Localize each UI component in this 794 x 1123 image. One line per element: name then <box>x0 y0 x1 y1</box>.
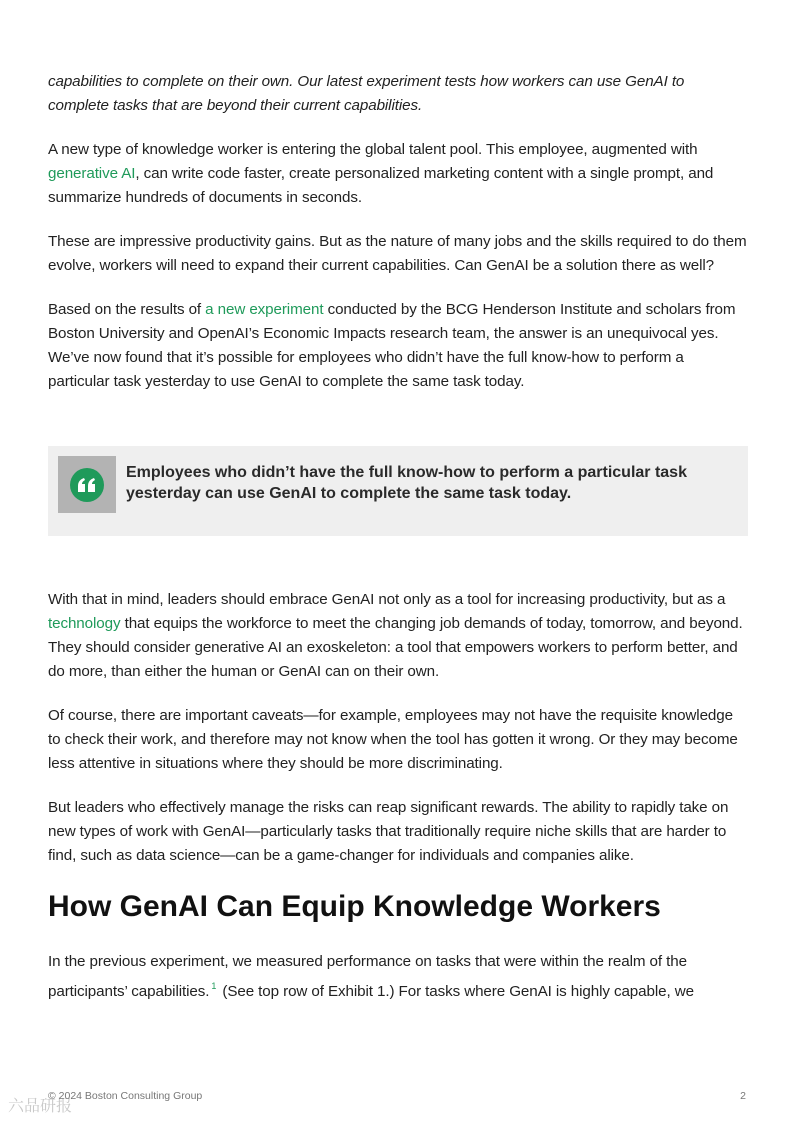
paragraph-previous-experiment <box>48 950 748 1004</box>
quote-icon-box <box>58 456 116 513</box>
page-footer <box>48 1090 746 1102</box>
text-segment: that equips the workforce to meet the changing job demands of today, tomorrow, and beyond. They should consider generative AI an exoskeleton: a tool that empowers workers to perform better, and do more, than either the human or GenAI can on their own. <box>48 615 743 680</box>
pull-quote-callout <box>48 446 748 536</box>
new-experiment-link[interactable]: a new experiment <box>205 301 324 318</box>
intro-paragraph: capabilities to complete on their own. Our latest experiment tests how workers can use GenAI to complete tasks that are beyond their current capabilities. <box>48 73 685 114</box>
text-segment: With that in mind, leaders should embrace GenAI not only as a tool for increasing productivity, but as a <box>48 591 726 608</box>
paragraph-caveats: Of course, there are important caveats—for example, employees may not have the requisite knowledge to check their work, and therefore may not know when the tool has gotten it wrong. Or they may become less attentive in situations where they should be more discriminating. <box>48 707 738 772</box>
paragraph-rewards: But leaders who effectively manage the risks can reap significant rewards. The ability to rapidly take on new types of work with GenAI—particularly tasks that traditionally require niche skills that are harder to find, such as data science—can be a game-changer for individuals and companies alike. <box>48 799 729 864</box>
paragraph-experiment <box>48 298 748 394</box>
footnote-marker[interactable]: 1 <box>211 981 217 991</box>
text-segment: (See top row of Exhibit 1.) For tasks where GenAI is highly capable, we <box>218 983 694 1000</box>
page-content <box>48 70 748 1024</box>
paragraph-exoskeleton <box>48 588 748 684</box>
text-segment: A new type of knowledge worker is entering the global talent pool. This employee, augmented with <box>48 141 698 158</box>
text-segment: conducted by the BCG Henderson Institute and scholars from Boston University and OpenAI’s Economic Impacts research team, the answer is an unequivocal yes. We’ve now found that it’s possible for employees who didn’t have the full know-how to perform a particular task yesterday to use GenAI to complete the same task today. <box>48 301 736 390</box>
technology-link[interactable]: technology <box>48 615 121 632</box>
paragraph-productivity: These are impressive productivity gains. But as the nature of many jobs and the skills required to do them evolve, workers will need to expand their current capabilities. Can GenAI be a solution there as well? <box>48 233 747 274</box>
pull-quote-text: Employees who didn’t have the full know-how to perform a particular task yesterday can use GenAI to complete the same task today. <box>126 464 687 502</box>
text-segment: Based on the results of <box>48 301 206 318</box>
page-number: 2 <box>740 1090 746 1102</box>
watermark: 六品研报 <box>8 1096 73 1115</box>
quote-icon <box>70 468 104 502</box>
section-heading: How GenAI Can Equip Knowledge Workers <box>48 890 661 923</box>
text-segment: In the previous experiment, we measured performance on tasks that were within the realm of the participants’ capabilities. <box>48 953 687 1000</box>
generative-ai-link[interactable]: generative AI <box>48 165 136 182</box>
copyright-text: © 2024 Boston Consulting Group <box>48 1090 203 1102</box>
text-segment: , can write code faster, create personalized marketing content with a single prompt, and summarize hundreds of documents in seconds. <box>48 165 714 206</box>
paragraph-new-worker <box>48 138 748 210</box>
